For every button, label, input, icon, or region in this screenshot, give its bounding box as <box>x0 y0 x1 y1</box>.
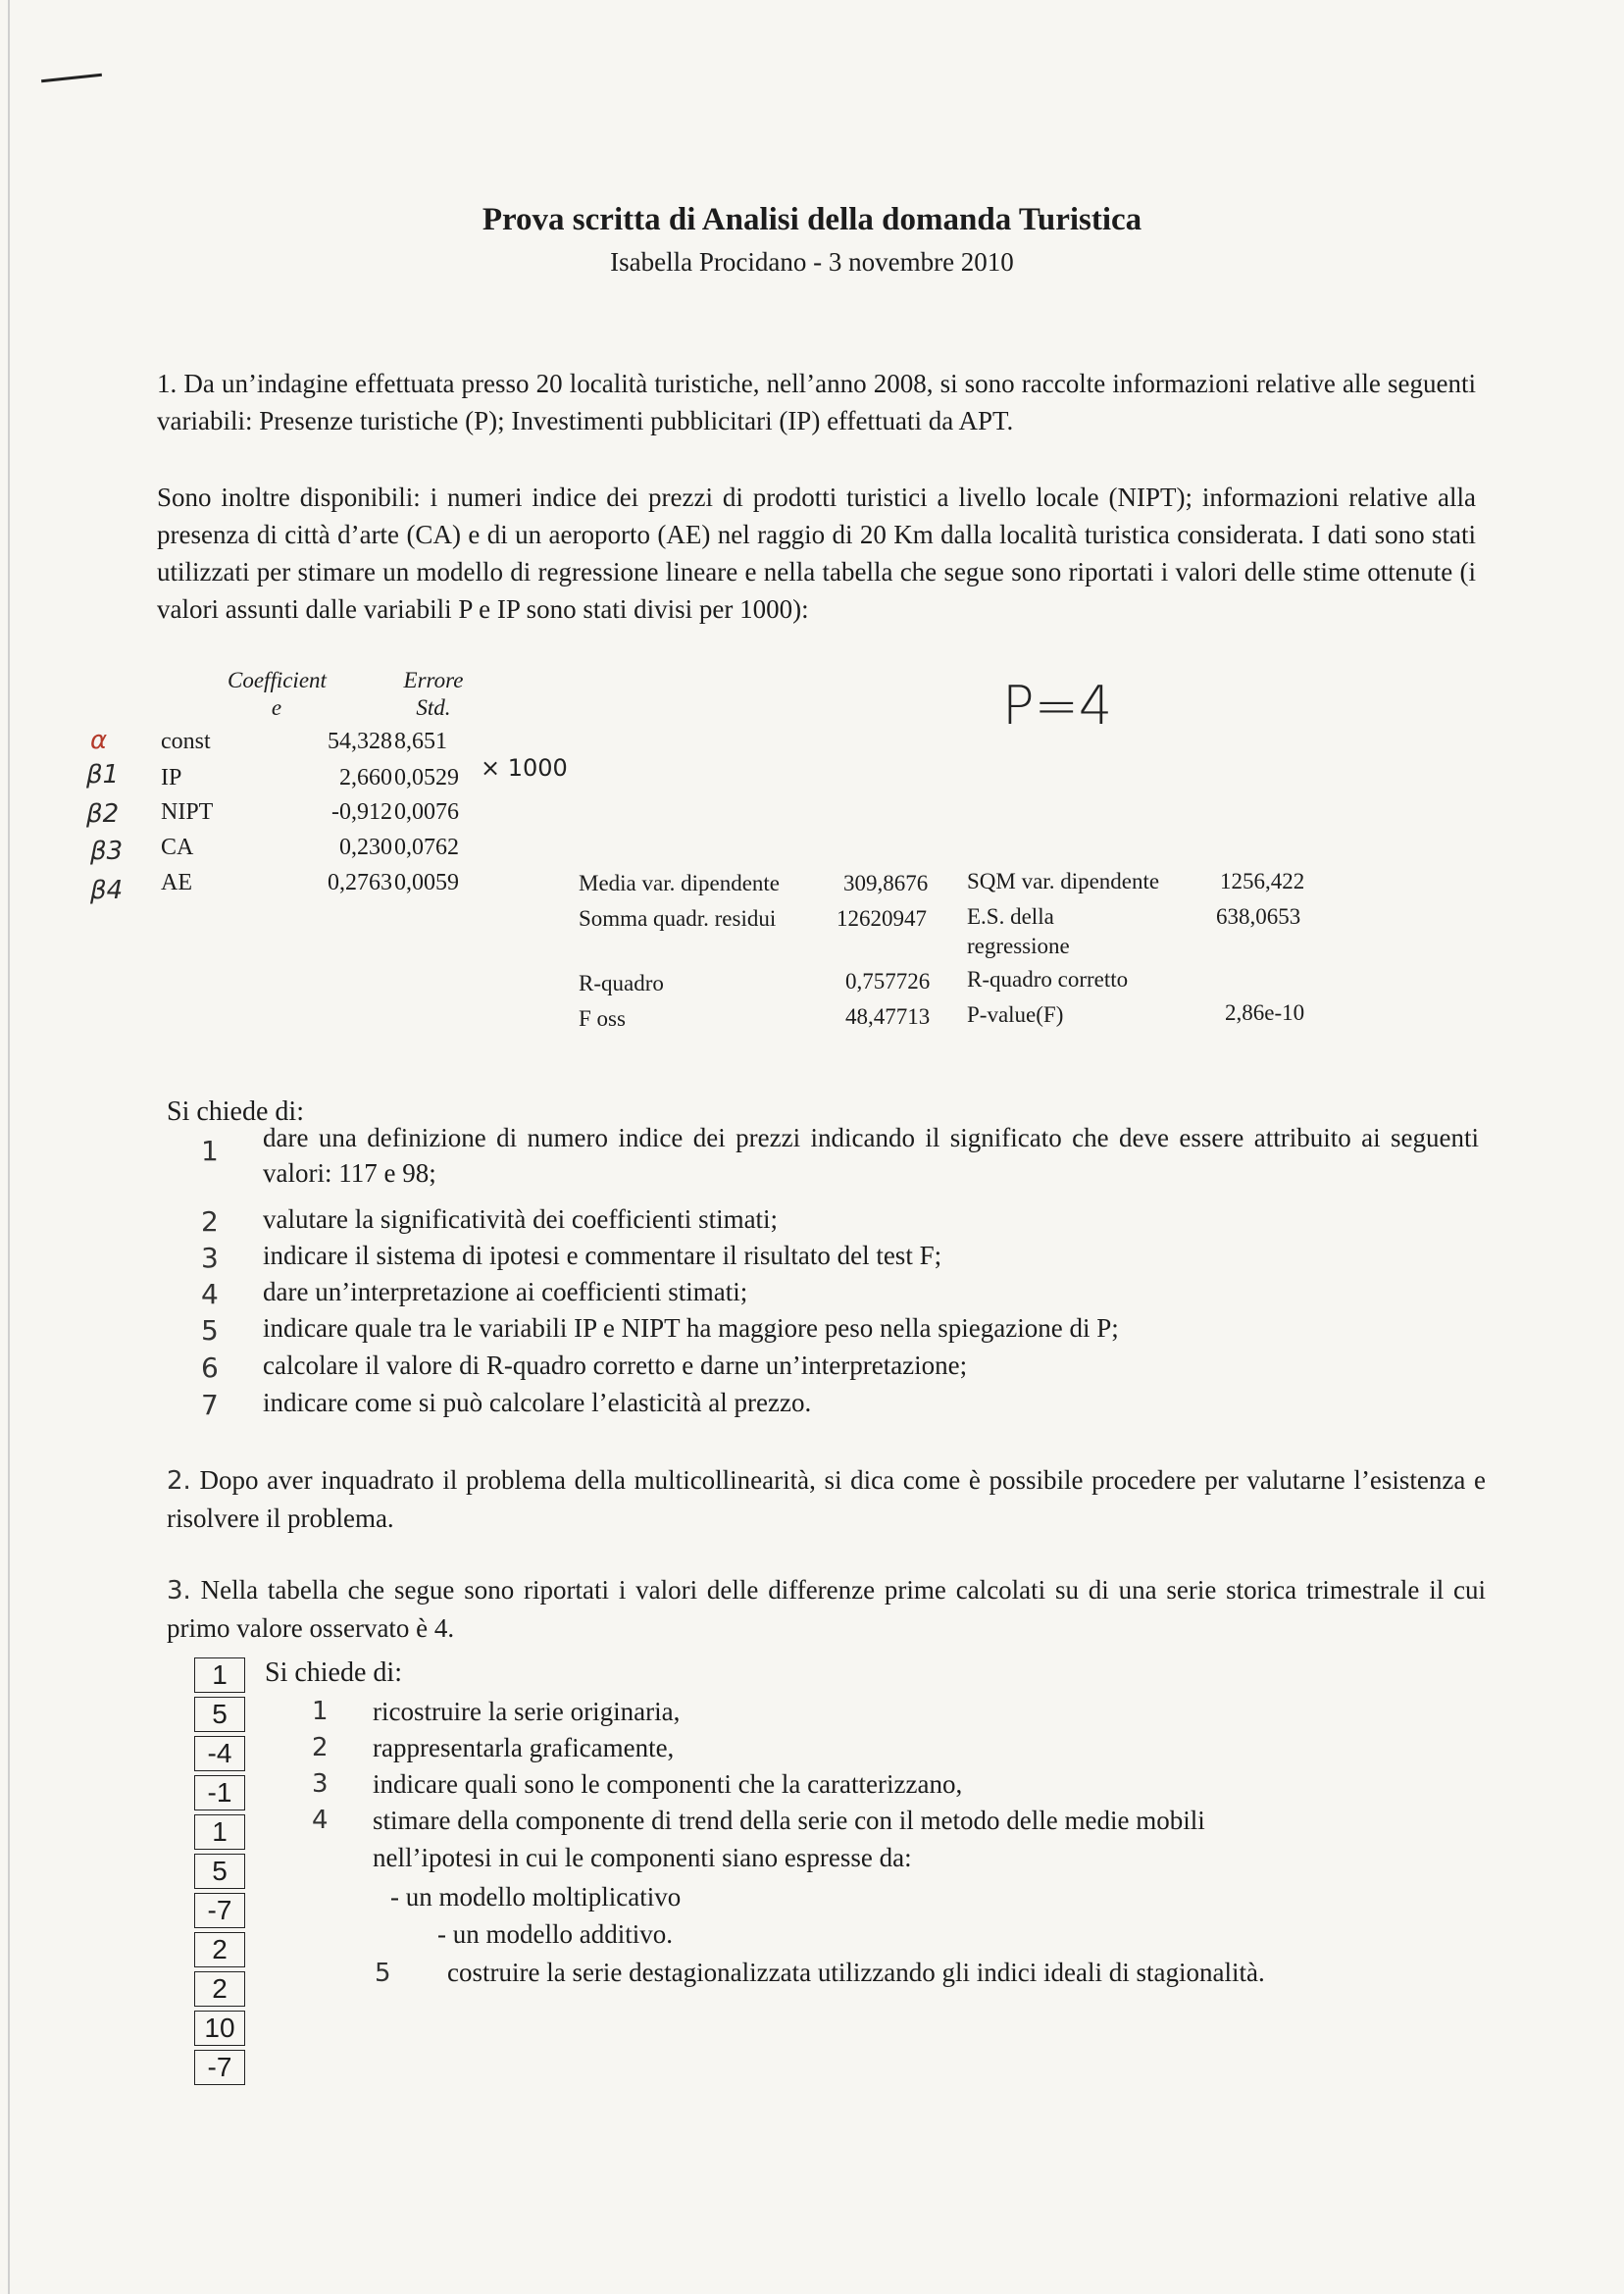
stat-sqm-label: SQM var. dipendente <box>967 869 1160 893</box>
task-item: indicare come si può calcolare l’elasticità al prezzo. <box>263 1388 812 1417</box>
section-3-text: Nella tabella che segue sono riportati i valori delle differenze prime calcolati su di una serie storica trimestrale il cui primo valore osservato è 4. <box>167 1575 1486 1643</box>
coef-name: CA <box>161 835 194 860</box>
section-3-task: indicare quali sono le componenti che la caratterizzano, <box>373 1769 963 1799</box>
coef-name: AE <box>161 870 192 895</box>
crossed-number-mark: 4 <box>312 1806 329 1835</box>
task-item: dare un’interpretazione ai coefficienti stimati; <box>263 1277 748 1306</box>
coef-name: IP <box>161 765 182 790</box>
crossed-number-mark: 1 <box>201 1135 219 1167</box>
section-3-task: costruire la serie destagionalizzata utilizzando gli indici ideali di stagionalità. <box>447 1958 1265 1987</box>
diff-cell: 2 <box>194 1971 245 2007</box>
task-item: calcolare il valore di R-quadro corretto e darne un’interpretazione; <box>263 1351 968 1380</box>
diff-cell: -7 <box>194 1893 245 1928</box>
err-header <box>384 667 482 722</box>
diff-cell: 1 <box>194 1657 245 1693</box>
crossed-number-mark: 3 <box>201 1242 219 1274</box>
crossed-number-mark: 6 <box>201 1351 219 1384</box>
task-item: indicare il sistema di ipotesi e commentare il risultato del test F; <box>263 1241 942 1270</box>
intro-paragraph-2: Sono inoltre disponibili: i numeri indice dei prezzi di prodotti turistici a livello locale (NIPT); informazioni relative alla presenza di città d’arte (CA) e di un aeroporto (AE) nel raggio di 20 Km dalla località turistica considerata. I dati sono stati utilizzati per stimare un modello di regressione lineare e nella tabella che segue sono riportati i valori delle stime ottenute (i valori assunti dalle variabili P e IP sono stati divisi per 1000): <box>157 483 1476 624</box>
coef-name: NIPT <box>161 799 214 825</box>
coef-header <box>228 667 326 722</box>
page-title: Prova scritta di Analisi della domanda Turistica <box>482 202 1142 237</box>
handwritten-note-beta2: β2 <box>86 799 120 829</box>
section-3-tasks-intro: Si chiede di: <box>265 1657 402 1688</box>
stat-f-value: 48,47713 <box>845 1004 931 1029</box>
page-subtitle: Isabella Procidano - 3 novembre 2010 <box>610 247 1014 277</box>
coef-std-error: 0,0762 <box>394 835 459 860</box>
handwritten-note-alpha: α <box>90 726 108 755</box>
section-3-mark: 3. <box>167 1576 191 1606</box>
section-2-text: Dopo aver inquadrato il problema della multicollinearità, si dica come è possibile procedere per valutarne l’esistenza e risolvere il problema. <box>167 1465 1487 1533</box>
coef-header-line1: Coefficient <box>228 668 327 692</box>
task-item: valutare la significatività dei coefficienti stimati; <box>263 1204 779 1234</box>
crossed-number-mark: 2 <box>312 1733 329 1762</box>
section-3 <box>167 1571 1486 1647</box>
stat-es-value: 638,0653 <box>1216 904 1301 929</box>
section-3-model-option: - un modello additivo. <box>437 1919 673 1949</box>
handwritten-note-beta3: β3 <box>90 837 124 866</box>
section-3-task: ricostruire la serie originaria, <box>373 1697 681 1726</box>
section-3-task: stimare della componente di trend della serie con il metodo delle medie mobili <box>373 1806 1205 1835</box>
err-header-line1: Errore <box>403 668 464 692</box>
diff-cell: -1 <box>194 1775 245 1810</box>
intro-paragraph-1: 1. Da un’indagine effettuata presso 20 località turistiche, nell’anno 2008, si sono raccolte informazioni relative alle seguenti variabili: Presenze turistiche (P); Investimenti pubblicitari (IP) effettuati da APT. <box>157 369 1476 435</box>
coef-value: -0,912 <box>331 799 392 825</box>
section-2 <box>167 1461 1486 1537</box>
diff-cell: -7 <box>194 2050 245 2085</box>
coef-header-line2: e <box>271 695 282 720</box>
crossed-number-mark: 4 <box>201 1278 219 1310</box>
task-item: dare una definizione di numero indice dei prezzi indicando il significato che deve essere attribuito ai seguenti valori: 117 e 98; <box>263 1123 1479 1188</box>
diff-cell: -4 <box>194 1736 245 1771</box>
coef-value: 2,660 <box>339 765 392 790</box>
crossed-number-mark: 7 <box>201 1389 219 1421</box>
coef-value: 54,328 <box>328 729 392 754</box>
stat-sqm-value: 1256,422 <box>1220 869 1305 893</box>
diff-cell: 5 <box>194 1697 245 1732</box>
stat-pf-value: 2,86e-10 <box>1225 1000 1305 1025</box>
stat-r2-value: 0,757726 <box>845 969 931 994</box>
stat-f-label: F oss <box>579 1006 626 1031</box>
handwritten-note-beta1: β1 <box>86 760 120 790</box>
diff-cell: 2 <box>194 1932 245 1967</box>
stat-media-value: 309,8676 <box>843 871 929 895</box>
stat-r2c-label: R-quadro corretto <box>967 967 1129 992</box>
coef-std-error: 0,0059 <box>394 870 459 895</box>
diff-cell: 5 <box>194 1854 245 1889</box>
stat-es-label-1: E.S. della <box>967 904 1054 929</box>
section-3-model-option: - un modello moltiplicativo <box>390 1882 682 1912</box>
pen-dash-mark <box>41 74 102 82</box>
tasks-intro: Si chiede di: <box>167 1096 304 1127</box>
coef-std-error: 8,651 <box>394 729 447 754</box>
stat-ssr-label: Somma quadr. residui <box>579 906 777 931</box>
crossed-number-mark: 5 <box>375 1959 391 1988</box>
crossed-number-mark: 3 <box>312 1769 329 1799</box>
coef-std-error: 0,0529 <box>394 765 459 790</box>
handwritten-note-beta4: β4 <box>90 876 124 905</box>
stat-es-label-2: regressione <box>967 934 1070 958</box>
diff-cell: 10 <box>194 2011 245 2046</box>
diff-cell: 1 <box>194 1814 245 1850</box>
stat-pf-label: P-value(F) <box>967 1002 1064 1027</box>
coef-value: 0,230 <box>339 835 392 860</box>
coef-name: const <box>161 729 211 754</box>
err-header-line2: Std. <box>416 695 451 720</box>
handwritten-times-1000: × 1000 <box>481 754 568 782</box>
margin-line <box>8 0 10 2294</box>
coef-std-error: 0,0076 <box>394 799 459 825</box>
handwritten-p-equals: P=4 <box>1002 675 1113 737</box>
coef-value: 0,2763 <box>328 870 392 895</box>
crossed-number-mark: 5 <box>201 1314 219 1347</box>
crossed-number-mark: 2 <box>201 1205 219 1238</box>
stat-media-label: Media var. dipendente <box>579 871 781 895</box>
section-3-task-continuation: nell’ipotesi in cui le componenti siano espresse da: <box>373 1843 912 1872</box>
stat-r2-label: R-quadro <box>579 971 664 995</box>
section-2-mark: 2. <box>167 1466 191 1496</box>
crossed-number-mark: 1 <box>312 1697 329 1726</box>
task-item: indicare quale tra le variabili IP e NIPT ha maggiore peso nella spiegazione di P; <box>263 1313 1119 1343</box>
section-3-task: rappresentarla graficamente, <box>373 1733 675 1762</box>
stat-ssr-value: 12620947 <box>837 906 927 931</box>
